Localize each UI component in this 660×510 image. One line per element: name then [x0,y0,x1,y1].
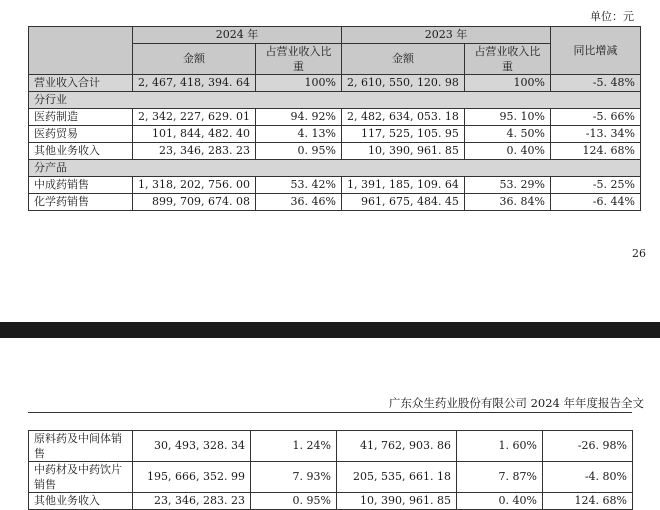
header-amount-2024: 金额 [133,44,256,75]
revenue-composition-table-continued [28,430,633,510]
row-label: 其他业务收入 [29,493,133,510]
revenue-composition-table [28,26,641,211]
header-rule [28,412,632,413]
document-title: 广东众生药业股份有限公司 2024 年年度报告全文 [388,396,644,410]
section-row-product [29,160,641,177]
row-label: 其他业务收入 [29,143,133,160]
table-header-row-years [29,27,641,44]
table-row [29,109,641,126]
cell-amount-2023: 10, 390, 961. 85 [341,143,464,160]
section-label-industry: 分行业 [29,92,641,109]
cell-amount-2023: 10, 390, 961. 85 [337,493,457,510]
cell-ratio-2024: 4. 13% [255,126,341,143]
total-label: 营业收入合计 [29,75,133,92]
total-amount-2023: 2, 610, 550, 120. 98 [341,75,464,92]
header-yoy: 同比增减 [550,27,640,75]
cell-amount-2024: 195, 666, 352. 99 [133,462,251,493]
cell-amount-2023: 205, 535, 661. 18 [337,462,457,493]
row-label: 医药制造 [29,109,133,126]
table-row [29,143,641,160]
cell-yoy: -5. 25% [550,177,640,194]
cell-amount-2023: 2, 482, 634, 053. 18 [341,109,464,126]
row-label: 原料药及中间体销售 [29,431,133,462]
cell-ratio-2024: 36. 46% [255,194,341,211]
cell-ratio-2024: 1. 24% [251,431,337,462]
header-item [29,27,133,75]
cell-ratio-2023: 1. 60% [457,431,543,462]
cell-amount-2023: 1, 391, 185, 109. 64 [341,177,464,194]
header-ratio-2023: 占营业收入比重 [464,44,550,75]
cell-yoy: 124. 68% [543,493,633,510]
table-row [29,194,641,211]
cell-amount-2024: 30, 493, 328. 34 [133,431,251,462]
row-label: 医药贸易 [29,126,133,143]
cell-ratio-2024: 53. 42% [255,177,341,194]
cell-ratio-2023: 53. 29% [464,177,550,194]
cell-yoy: -26. 98% [543,431,633,462]
cell-amount-2024: 23, 346, 283. 23 [133,143,256,160]
cell-amount-2024: 101, 844, 482. 40 [133,126,256,143]
table-row [29,431,633,462]
cell-amount-2024: 899, 709, 674. 08 [133,194,256,211]
table-row [29,493,633,510]
row-label: 中成药销售 [29,177,133,194]
cell-amount-2023: 41, 762, 903. 86 [337,431,457,462]
total-ratio-2023: 100% [464,75,550,92]
cell-ratio-2023: 4. 50% [464,126,550,143]
cell-ratio-2024: 94. 92% [255,109,341,126]
total-ratio-2024: 100% [255,75,341,92]
cell-yoy: -6. 44% [550,194,640,211]
row-label: 化学药销售 [29,194,133,211]
table-row [29,462,633,493]
section-row-industry [29,92,641,109]
cell-yoy: -5. 66% [550,109,640,126]
cell-ratio-2024: 0. 95% [255,143,341,160]
cell-ratio-2023: 95. 10% [464,109,550,126]
cell-ratio-2024: 0. 95% [251,493,337,510]
cell-ratio-2023: 36. 84% [464,194,550,211]
cell-amount-2023: 117, 525, 105. 95 [341,126,464,143]
total-row [29,75,641,92]
header-year-2024: 2024 年 [133,27,342,44]
cell-amount-2024: 1, 318, 202, 756. 00 [133,177,256,194]
header-year-2023: 2023 年 [341,27,550,44]
header-amount-2023: 金额 [341,44,464,75]
cell-yoy: 124. 68% [550,143,640,160]
cell-yoy: -13. 34% [550,126,640,143]
section-label-product: 分产品 [29,160,641,177]
cell-amount-2024: 2, 342, 227, 629. 01 [133,109,256,126]
table-row [29,126,641,143]
row-label: 中药材及中药饮片销售 [29,462,133,493]
table-row [29,177,641,194]
cell-yoy: -4. 80% [543,462,633,493]
page-number: 26 [632,247,646,260]
cell-ratio-2024: 7. 93% [251,462,337,493]
total-yoy: -5. 48% [550,75,640,92]
cell-amount-2024: 23, 346, 283. 23 [133,493,251,510]
page-separator [0,322,660,338]
cell-ratio-2023: 7. 87% [457,462,543,493]
header-ratio-2024: 占营业收入比重 [255,44,341,75]
cell-amount-2023: 961, 675, 484. 45 [341,194,464,211]
cell-ratio-2023: 0. 40% [464,143,550,160]
unit-label: 单位：元 [590,10,634,23]
cell-ratio-2023: 0. 40% [457,493,543,510]
total-amount-2024: 2, 467, 418, 394. 64 [133,75,256,92]
